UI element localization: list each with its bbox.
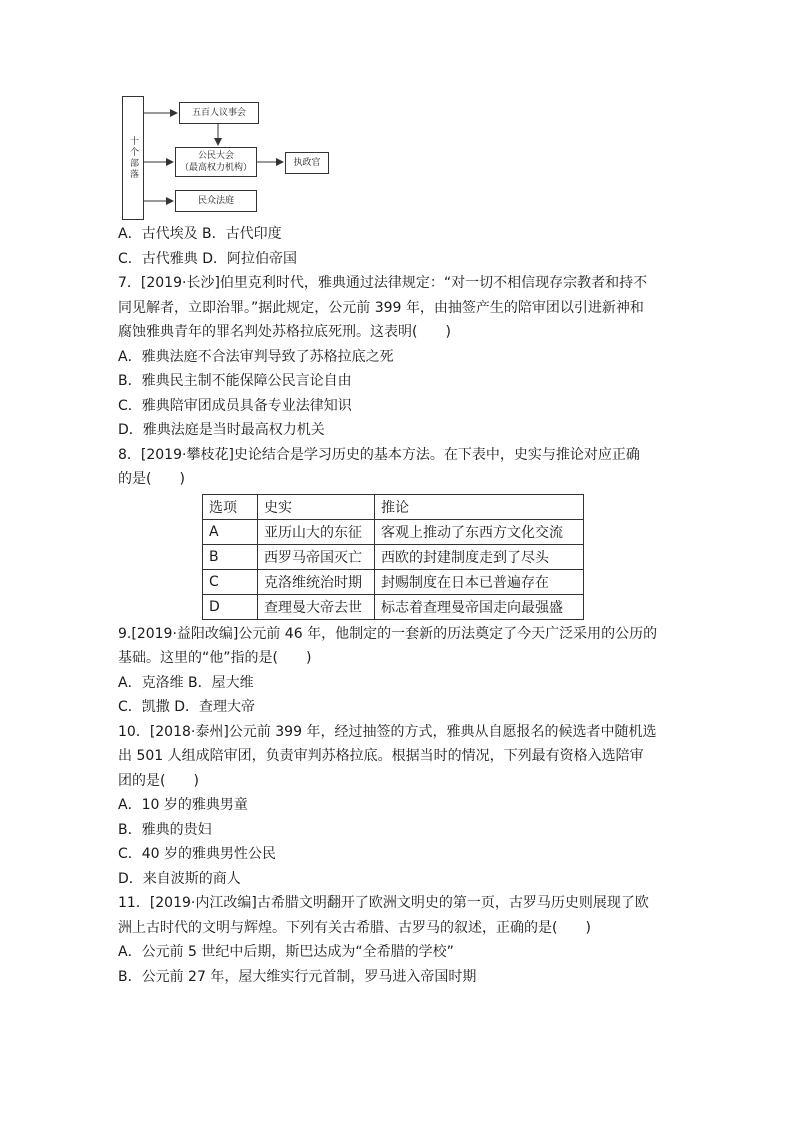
header-cell: 推论 — [375, 494, 584, 519]
question-stem-line: 8．[2019·攀枝花]史论结合是学习历史的基本方法。在下表中，史实与推论对应正确 — [118, 446, 640, 463]
table-cell: B — [203, 544, 258, 569]
question-stem-line: 基础。这里的“他”指的是( ) — [118, 650, 312, 666]
header-cell: 选项 — [203, 494, 258, 519]
assembly-note: （最高权力机构） — [179, 163, 252, 173]
table-cell: C — [203, 569, 258, 594]
questions — [118, 222, 678, 989]
header-cell: 史实 — [258, 494, 375, 519]
option-a: A．公元前 5 世纪中后期，斯巴达成为“全希腊的学校” — [118, 944, 454, 960]
option-b: B．雅典民主制不能保障公民言论自由 — [118, 373, 352, 389]
table-cell: 克洛维统治时期 — [258, 569, 375, 594]
table-row — [203, 594, 584, 619]
option-ab: A．克洛维 B．屋大维 — [118, 674, 254, 691]
citizen-assembly-box — [175, 147, 257, 177]
option-d: D．来自波斯的商人 — [118, 870, 241, 887]
archon-box: 执政官 — [285, 152, 329, 174]
question-stem-line: 出 501 人组成陪审团，负责审判苏格拉底。根据当时的情况，下列最有资格入选陪审 — [118, 748, 644, 764]
table-cell: 西罗马帝国灭亡 — [258, 544, 375, 569]
question-10 — [118, 720, 678, 892]
option-a: A．10 岁的雅典男童 — [118, 797, 248, 813]
peoples-court-box: 民众法庭 — [175, 190, 257, 212]
question-8 — [118, 443, 678, 620]
table-row — [203, 544, 584, 569]
question-stem-line: 腐蚀雅典青年的罪名判处苏格拉底死刑。这表明( ) — [118, 324, 451, 340]
table-row — [203, 569, 584, 594]
question-stem-line: 11．[2019·内江改编]古希腊文明翻开了欧洲文明史的第一页，古罗马历史则展现了欧 — [118, 895, 649, 911]
assembly-label: 公民大会 — [197, 151, 234, 161]
table-header-row — [203, 494, 584, 519]
option-b: B．雅典的贵妇 — [118, 821, 212, 838]
option-c: C．40 岁的雅典男性公民 — [118, 846, 277, 862]
option-cd: C．古代雅典 D．阿拉伯帝国 — [118, 250, 298, 267]
table-cell: 标志着查理曼帝国走向最强盛 — [375, 594, 584, 619]
question-9 — [118, 622, 678, 720]
option-a: A．雅典法庭不合法审判导致了苏格拉底之死 — [118, 348, 394, 365]
question-7 — [118, 271, 678, 443]
table-cell: A — [203, 519, 258, 544]
athens-government-diagram — [118, 90, 338, 222]
question-stem-line: 10．[2018·泰州]公元前 399 年，经过抽签的方式，雅典从自愿报名的候选者中随机选 — [118, 723, 657, 740]
question-stem-line: 团的是( ) — [118, 772, 199, 789]
option-ab: A．古代埃及 B．古代印度 — [118, 226, 282, 242]
question-stem-line: 的是( ) — [118, 471, 185, 487]
option-cd: C．凯撒 D．查理大帝 — [118, 699, 256, 715]
table-cell: 客观上推动了东西方文化交流 — [375, 519, 584, 544]
option-d: D．雅典法庭是当时最高权力机关 — [118, 422, 325, 438]
question-stem-line: 9.[2019·益阳改编]公元前 46 年，他制定的一套新的历法奠定了今天广泛采用的公历的 — [118, 625, 658, 642]
table-cell: D — [203, 594, 258, 619]
table-row — [203, 519, 584, 544]
table-cell: 封赐制度在日本已普遍存在 — [375, 569, 584, 594]
table-cell: 西欧的封建制度走到了尽头 — [375, 544, 584, 569]
option-b: B．公元前 27 年，屋大维实行元首制，罗马进入帝国时期 — [118, 968, 477, 985]
option-c: C．雅典陪审团成员具备专业法律知识 — [118, 397, 352, 414]
question-stem-line: 7．[2019·长沙]伯里克利时代，雅典通过法律规定：“对一切不相信现存宗教者和持不 — [118, 275, 648, 291]
question-11 — [118, 891, 678, 989]
question-6-options — [118, 222, 678, 271]
question-stem-line: 同见解者，立即治罪。”据此规定，公元前 399 年，由抽签产生的陪审团以引进新神和 — [118, 299, 644, 316]
table-cell: 亚历山大的东征 — [258, 519, 375, 544]
ten-tribes-box: 十个部落 — [122, 96, 144, 220]
council-of-500-box: 五百人议事会 — [179, 102, 259, 124]
table-cell: 查理曼大帝去世 — [258, 594, 375, 619]
history-table — [202, 494, 584, 620]
question-stem-line: 洲上古时代的文明与辉煌。下列有关古希腊、古罗马的叙述，正确的是( ) — [118, 919, 591, 936]
